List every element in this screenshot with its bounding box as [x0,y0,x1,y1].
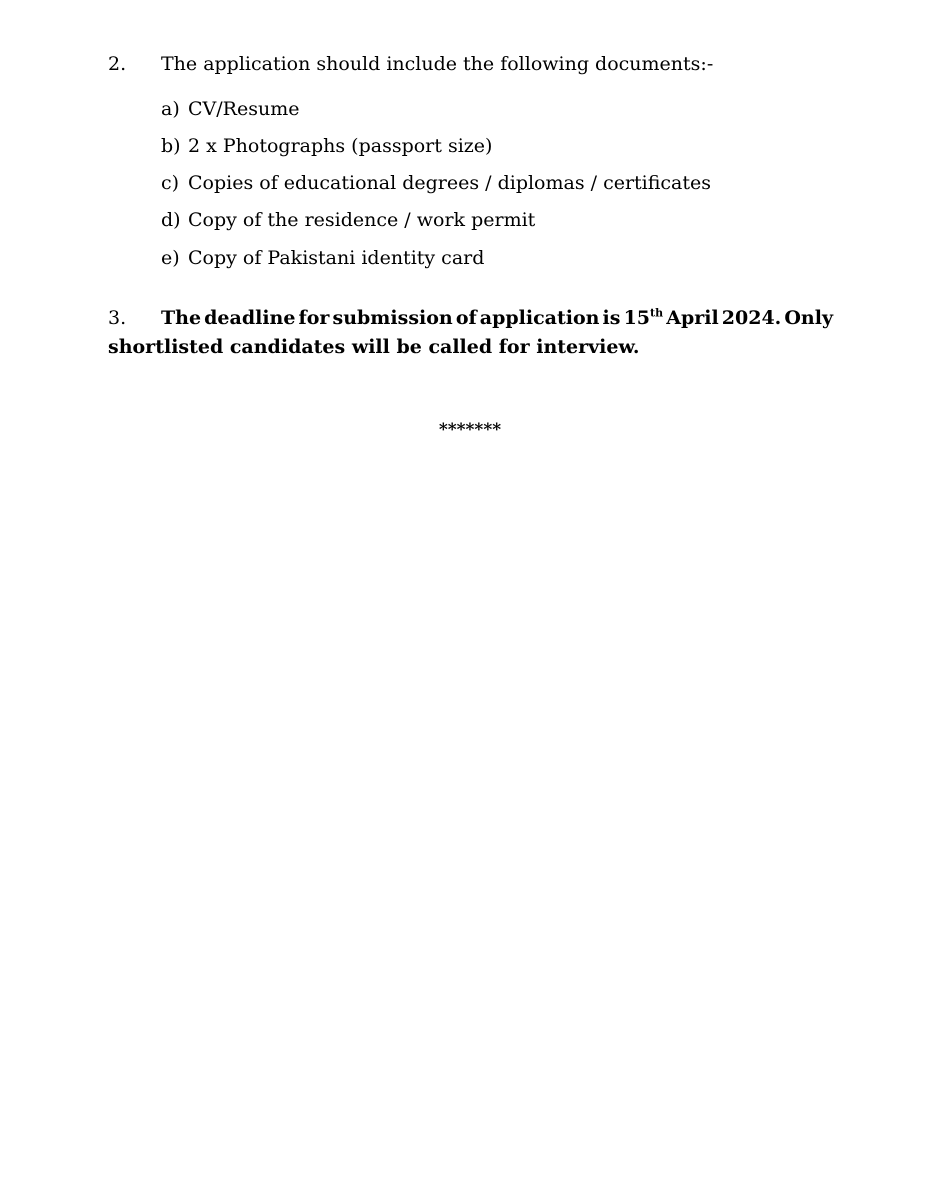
section-3-word: of [455,307,477,329]
section-3-word: deadline [204,307,296,329]
section-3-word: submission [332,307,453,329]
list-item-text: Copies of educational degrees / diplomas / certificates [188,172,712,194]
list-item [161,246,484,270]
list-item [161,208,535,232]
list-item [161,97,299,121]
list-item-marker: d) [161,209,181,231]
list-item-marker: e) [161,247,180,269]
deadline-day-suffix: th [650,306,664,320]
section-3-line-1 [161,305,833,331]
section-3-word: April [666,307,719,329]
list-item-text: 2 x Photographs (passport size) [188,135,493,157]
section-2-number: 2. [108,53,127,75]
deadline-day: 15 [623,307,651,329]
section-3-line-2: shortlisted candidates will be called for interview. [108,336,640,358]
end-of-document-marker: ******* [438,420,502,440]
section-3-number: 3. [108,307,127,329]
section-3-word: application [479,307,600,329]
section-3-word: is [602,307,621,329]
list-item-marker: c) [161,172,180,194]
list-item-marker: a) [161,98,180,120]
section-3-word: The [161,307,202,329]
list-item [161,171,711,195]
list-item-text: Copy of the residence / work permit [188,209,536,231]
section-3-word: Only [784,307,833,329]
list-item-marker: b) [161,135,181,157]
deadline-date [624,305,664,331]
section-3-word: 2024. [721,307,782,329]
section-3-word: for [298,307,330,329]
list-item-text: CV/Resume [188,98,300,120]
list-item-text: Copy of Pakistani identity card [188,247,485,269]
list-item [161,134,492,158]
section-2-text: The application should include the following documents:- [161,53,714,75]
